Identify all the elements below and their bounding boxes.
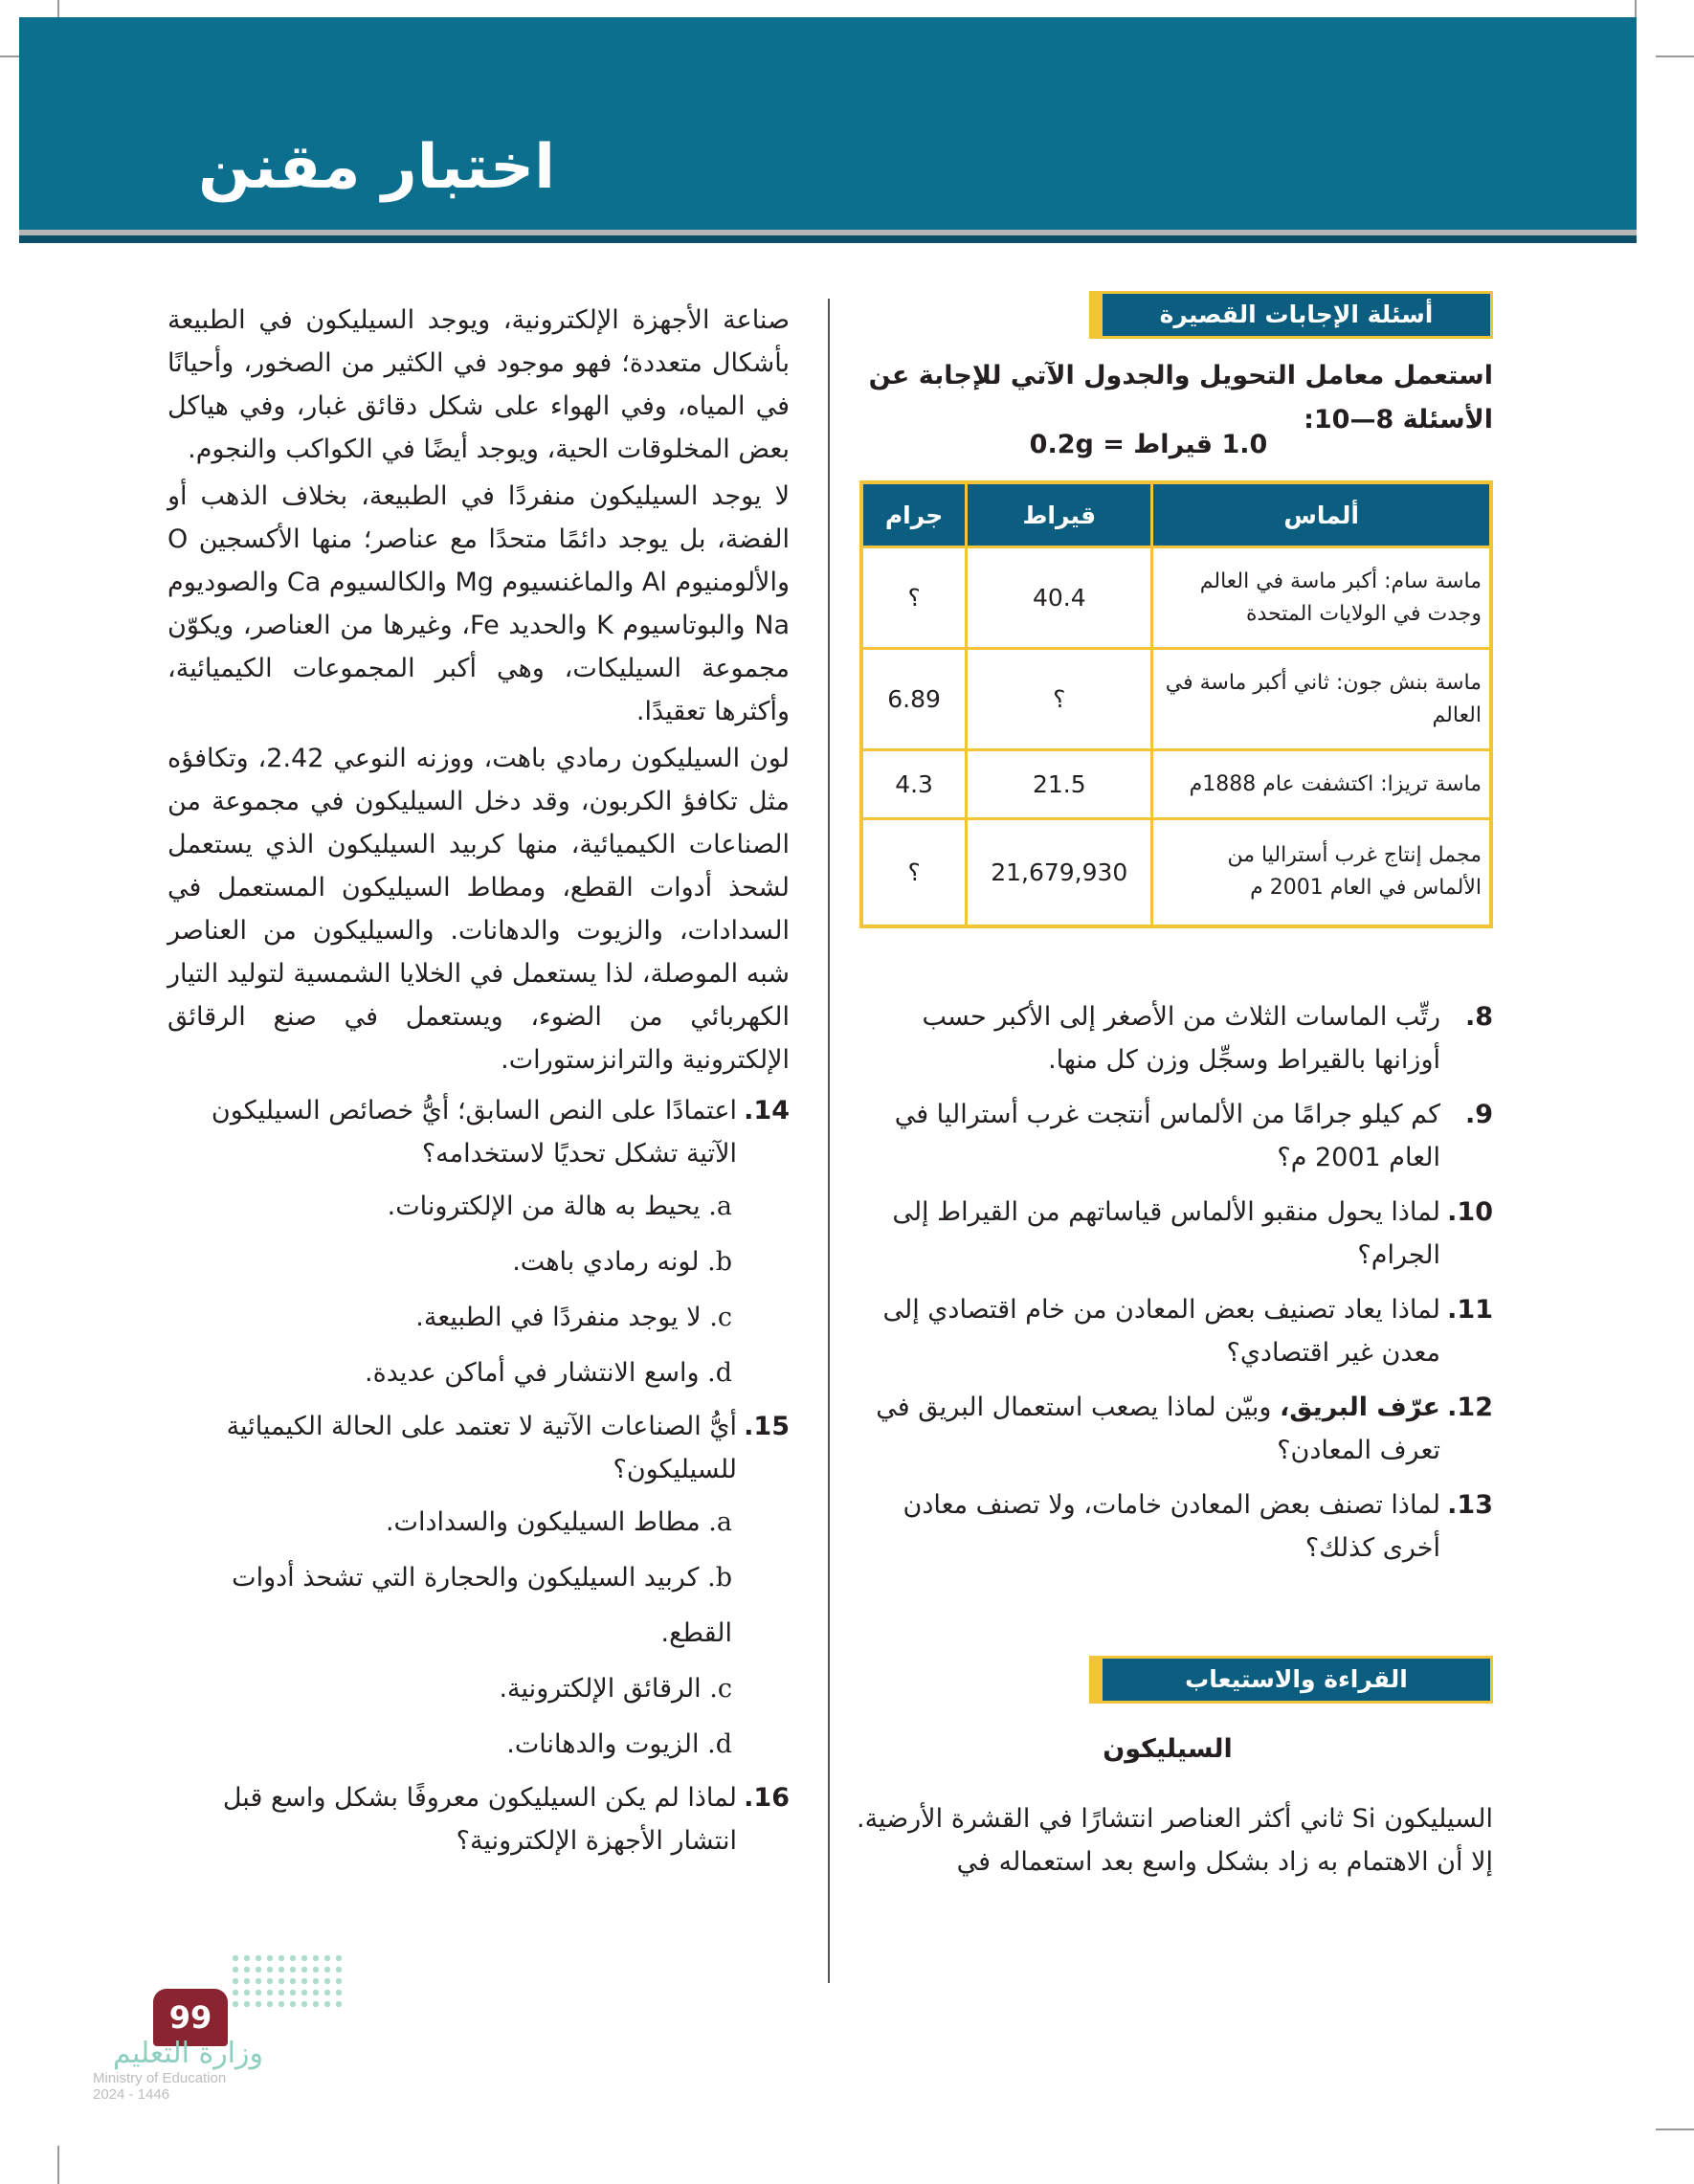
question-8: [857, 995, 1493, 1081]
question-text-rest: وبيّن لماذا يصعب استعمال البريق في تعرف المعادن؟: [876, 1393, 1440, 1465]
table-row: [861, 649, 1491, 750]
answer-option[interactable]: [167, 1346, 790, 1401]
conversion-formula-text: 1.0 قيراط = 0.2g: [1029, 430, 1268, 459]
question-16: [167, 1776, 790, 1862]
answer-option[interactable]: [167, 1179, 790, 1235]
question-number: 11.: [1447, 1295, 1493, 1325]
carat-value: 21,679,930: [967, 819, 1152, 926]
question-9: [857, 1093, 1493, 1179]
reading-paragraph: صناعة الأجهزة الإلكترونية، ويوجد السيليكون في الطبيعة بأشكال متعددة؛ فهو موجود في الكثير من الصخور، وأحيانًا في المياه، وفي الهواء على شكل دقائق غبار، وفي هياكل بعض المخلوقات الحية، ويوجد أيضًا في الكواكب والنجوم.: [167, 305, 790, 464]
table-row: [861, 750, 1491, 819]
reading-paragraph: لا يوجد السيليكون منفردًا في الطبيعة، بخلاف الذهب أو الفضة، بل يوجد دائمًا متحدًا مع عناصر؛ منها الأكسجين O والألومنيوم Al والماغنسيوم Mg والكالسيوم Ca والصوديوم Na والبوتاسيوم K والحديد Fe، وغيرها من العناصر، ويكوّن مجموعة السيليكات، وهي أكبر المجموعات الكيميائية، وأكثرها تعقيدًا.: [167, 481, 790, 726]
table-header-row: [861, 482, 1491, 547]
diamond-name: ماسة بنش جون: ثاني أكبر ماسة في العالم: [1152, 649, 1491, 750]
question-number: 12.: [1447, 1393, 1493, 1422]
option-letter: b.: [707, 1563, 732, 1593]
option-letter: d.: [707, 1358, 732, 1388]
option-text: الرقائق الإلكترونية.: [499, 1674, 702, 1704]
question-text: أيُّ الصناعات الآتية لا تعتمد على الحالة الكيميائية للسيليكون؟: [226, 1412, 737, 1484]
crop-mark: [1656, 2128, 1694, 2130]
crop-mark: [1656, 56, 1694, 57]
page-number: 99: [153, 1989, 228, 2046]
option-letter: b.: [707, 1247, 732, 1277]
gram-value: 4.3: [861, 750, 967, 819]
question-text: لماذا يحول منقبو الألماس قياساتهم من القيراط إلى الجرام؟: [892, 1197, 1440, 1270]
reading-paragraph: السيليكون Si ثاني أكثر العناصر انتشارًا في القشرة الأرضية. إلا أن الاهتمام به زاد بشكل واسع بعد استعماله في: [857, 1804, 1493, 1877]
option-letter: d.: [707, 1729, 732, 1759]
question-text: [857, 1386, 1440, 1472]
gram-value: 6.89: [861, 649, 967, 750]
header-banner-shadow: [19, 230, 1637, 235]
answer-option[interactable]: [167, 1717, 790, 1772]
question-text: لماذا لم يكن السيليكون معروفًا بشكل واسع قبل انتشار الأجهزة الإلكترونية؟: [222, 1783, 737, 1856]
question-text: رتِّب الماسات الثلاث من الأصغر إلى الأكبر حسب أوزانها بالقيراط وسجِّل وزن كل منها.: [922, 1002, 1440, 1075]
question-13: [857, 1483, 1493, 1570]
question-number: 14.: [744, 1096, 790, 1125]
option-letter: a.: [708, 1507, 732, 1537]
option-text: يحيط به هالة من الإلكترونات.: [387, 1192, 701, 1221]
diamond-name: مجمل إنتاج غرب أستراليا من الألماس في العام 2001 م: [1152, 819, 1491, 926]
option-text: كربيد السيليكون والحجارة التي تشحذ أدوات القطع.: [232, 1563, 732, 1648]
question-number: 15.: [744, 1412, 790, 1441]
answer-option[interactable]: [167, 1495, 790, 1550]
table-intro: استعمل معامل التحويل والجدول الآتي للإجابة عن الأسئلة 8—10:: [868, 361, 1493, 435]
reading-paragraph: لون السيليكون رمادي باهت، ووزنه النوعي 2.42، وتكافؤه مثل تكافؤ الكربون، وقد دخل السيليكون في مجموعة من الصناعات الكيميائية، منها كربيد السيليكون الذي يستعمل لشحذ أدوات القطع، ومطاط السيليكون المستعمل في السدادات، والزيوت والدهانات. والسيليكون من العناصر شبه الموصلة، لذا يستعمل في الخلايا الشمسية لتوليد التيار الكهربائي من الضوء، ويستعمل في صنع الرقائق الإلكترونية والترانزستورات.: [167, 744, 790, 1075]
crop-mark: [57, 2146, 59, 2184]
question-10: [857, 1191, 1493, 1277]
option-letter: c.: [709, 1303, 732, 1332]
diamond-name: ماسة تريزا: اكتشفت عام 1888م: [1152, 750, 1491, 819]
table-header: ألماس: [1152, 482, 1491, 547]
option-text: الزيوت والدهانات.: [506, 1729, 700, 1759]
question-bold-term: عرّف البريق،: [1280, 1393, 1440, 1422]
question-number: 10.: [1447, 1197, 1493, 1227]
option-text: واسع الانتشار في أماكن عديدة.: [365, 1358, 700, 1388]
ministry-name-en: Ministry of Education: [93, 2070, 227, 2086]
reading-continued: [167, 299, 790, 1866]
question-text: كم كيلو جرامًا من الألماس أنتجت غرب أستراليا في العام 2001 م؟: [894, 1100, 1440, 1172]
question-text: لماذا يعاد تصنيف بعض المعادن من خام اقتصادي إلى معدن غير اقتصادي؟: [882, 1295, 1440, 1368]
page-title: اختبار مقنن: [198, 132, 555, 203]
table-row: [861, 547, 1491, 649]
diamond-table: [859, 480, 1493, 928]
diamond-name: ماسة سام: أكبر ماسة في العالم وجدت في الولايات المتحدة: [1152, 547, 1491, 649]
carat-value: 40.4: [967, 547, 1152, 649]
option-text: لونه رمادي باهت.: [512, 1247, 700, 1277]
question-number: 9.: [1464, 1100, 1493, 1129]
answer-option[interactable]: [167, 1290, 790, 1346]
gram-value: ؟: [861, 819, 967, 926]
table-header: جرام: [861, 482, 967, 547]
question-14: [167, 1089, 790, 1175]
option-text: لا يوجد منفردًا في الطبيعة.: [415, 1303, 702, 1332]
reading-start: [857, 1797, 1493, 1883]
column-divider: [828, 299, 830, 1983]
option-letter: c.: [709, 1674, 732, 1704]
question-15: [167, 1405, 790, 1491]
option-text: مطاط السيليكون والسدادات.: [385, 1507, 701, 1537]
reading-label: القراءة والاستيعاب: [1089, 1656, 1493, 1704]
table-header: قيراط: [967, 482, 1152, 547]
conversion-formula: [1005, 430, 1292, 459]
question-12: [857, 1386, 1493, 1472]
question-number: 8.: [1464, 1002, 1493, 1032]
gram-value: ؟: [861, 547, 967, 649]
question-number: 16.: [744, 1783, 790, 1813]
question-number: 13.: [1447, 1490, 1493, 1520]
short-answer-questions: [857, 995, 1493, 1573]
logo-dots: [230, 1952, 345, 2010]
ministry-year: 2024 - 1446: [93, 2086, 170, 2103]
header-banner: [19, 17, 1637, 243]
question-text: اعتمادًا على النص السابق؛ أيُّ خصائص السيليكون الآتية تشكل تحديًا لاستخدامه؟: [211, 1096, 737, 1169]
question-text: لماذا تصنف بعض المعادن خامات، ولا تصنف معادن أخرى كذلك؟: [903, 1490, 1440, 1563]
carat-value: 21.5: [967, 750, 1152, 819]
reading-subtitle: السيليكون: [1103, 1734, 1233, 1764]
option-letter: a.: [708, 1192, 732, 1221]
answer-option[interactable]: [167, 1235, 790, 1290]
table-row: [861, 819, 1491, 926]
answer-option[interactable]: [167, 1661, 790, 1717]
question-11: [857, 1288, 1493, 1374]
short-answers-label: أسئلة الإجابات القصيرة: [1089, 291, 1493, 339]
carat-value: ؟: [967, 649, 1152, 750]
answer-option[interactable]: [167, 1550, 790, 1661]
ministry-logo-text: وزارة التعليم: [112, 2037, 263, 2070]
